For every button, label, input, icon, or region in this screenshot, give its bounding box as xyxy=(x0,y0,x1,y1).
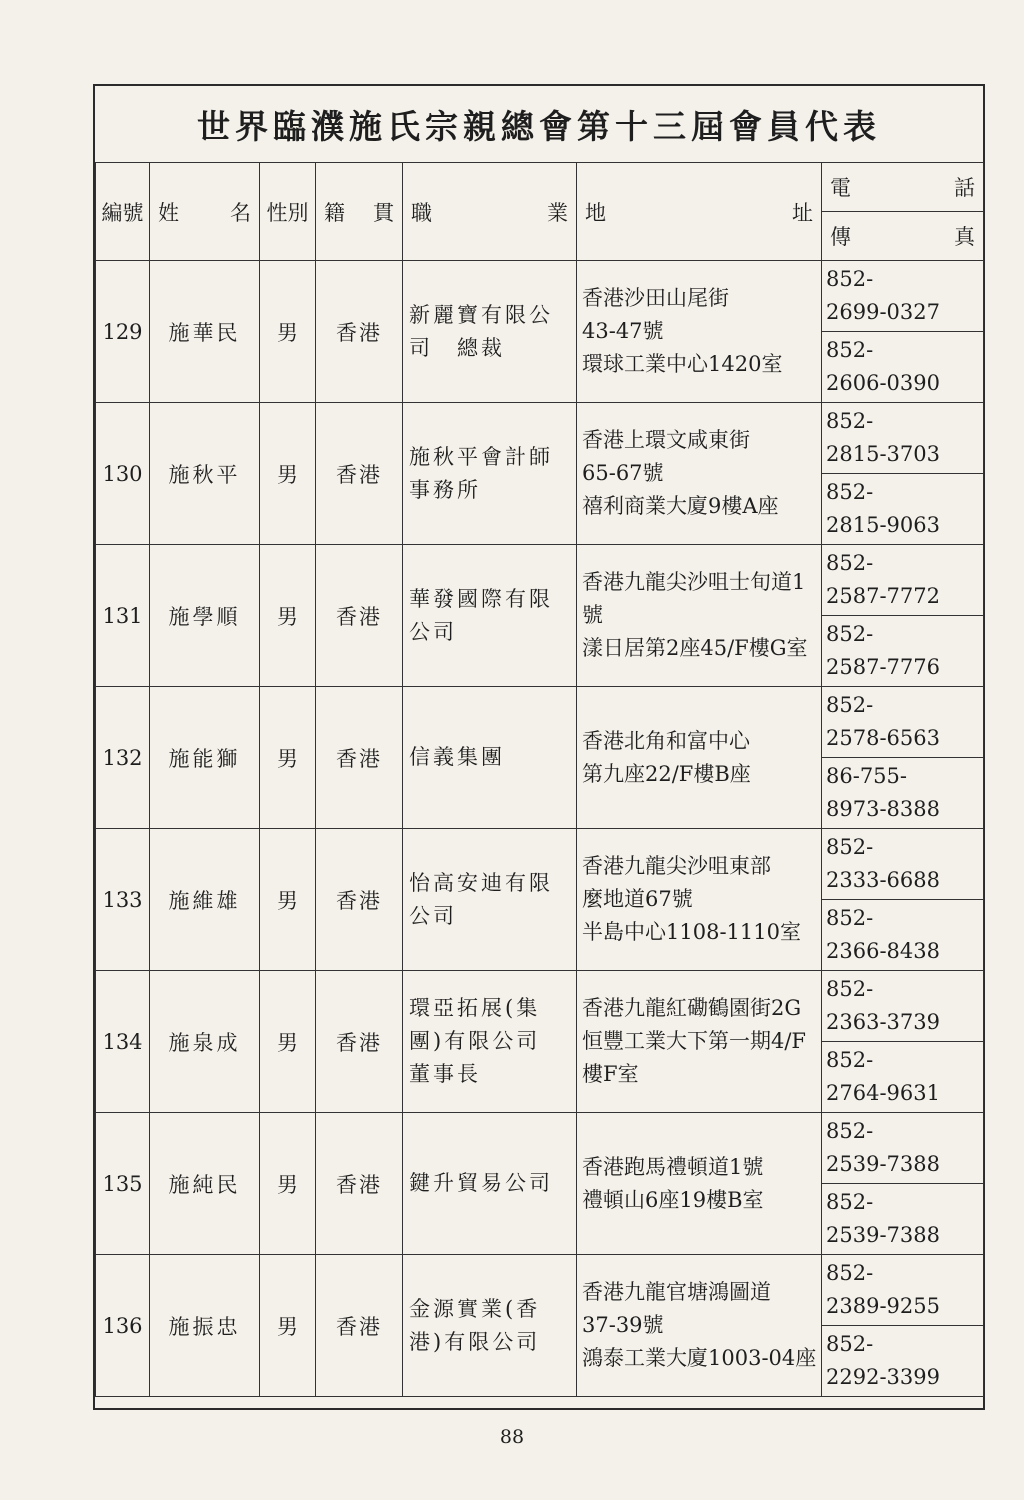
member-address: 香港沙田山尾街 43-47號 環球工業中心1420室 xyxy=(577,261,822,403)
row-number: 134 xyxy=(96,971,150,1113)
member-name: 施能獅 xyxy=(150,687,260,829)
member-address: 香港北角和富中心 第九座22/F樓B座 xyxy=(577,687,822,829)
header-job: 職 業 xyxy=(403,163,577,261)
member-phone: 852- 2333-6688 xyxy=(822,829,984,900)
member-phone: 852- 2699-0327 xyxy=(822,261,984,332)
table-row xyxy=(96,971,984,1042)
header-sex: 性別 xyxy=(260,163,316,261)
member-fax: 852- 2587-7776 xyxy=(822,616,984,687)
member-table-frame xyxy=(93,84,985,1410)
member-phone: 852- 2587-7772 xyxy=(822,545,984,616)
member-native-place: 香港 xyxy=(316,971,403,1113)
member-occupation: 鍵升貿易公司 xyxy=(403,1113,577,1255)
table-row xyxy=(96,403,984,474)
row-number: 131 xyxy=(96,545,150,687)
table-row xyxy=(96,1113,984,1184)
member-fax: 852- 2606-0390 xyxy=(822,332,984,403)
header-address: 地 址 xyxy=(577,163,822,261)
table-row xyxy=(96,829,984,900)
member-fax: 852- 2815-9063 xyxy=(822,474,984,545)
member-sex: 男 xyxy=(260,971,316,1113)
member-fax: 852- 2292-3399 xyxy=(822,1326,984,1397)
member-phone: 852- 2539-7388 xyxy=(822,1113,984,1184)
member-address: 香港九龍官塘鴻圖道 37-39號 鴻泰工業大廈1003-04座 xyxy=(577,1255,822,1397)
member-fax: 852- 2366-8438 xyxy=(822,900,984,971)
row-number: 132 xyxy=(96,687,150,829)
row-number: 135 xyxy=(96,1113,150,1255)
member-occupation: 信義集團 xyxy=(403,687,577,829)
row-number: 129 xyxy=(96,261,150,403)
member-sex: 男 xyxy=(260,687,316,829)
member-address: 香港上環文咸東街 65-67號 禧利商業大廈9樓A座 xyxy=(577,403,822,545)
member-name: 施振忠 xyxy=(150,1255,260,1397)
table-row xyxy=(96,687,984,758)
member-address: 香港跑馬禮頓道1號 禮頓山6座19樓B室 xyxy=(577,1113,822,1255)
member-occupation: 新麗寶有限公司 總裁 xyxy=(403,261,577,403)
member-fax: 852- 2764-9631 xyxy=(822,1042,984,1113)
member-occupation: 華發國際有限公司 xyxy=(403,545,577,687)
member-occupation: 施秋平會計師事務所 xyxy=(403,403,577,545)
member-sex: 男 xyxy=(260,261,316,403)
row-number: 133 xyxy=(96,829,150,971)
member-name: 施華民 xyxy=(150,261,260,403)
table-row xyxy=(96,1255,984,1326)
member-name: 施秋平 xyxy=(150,403,260,545)
member-fax: 852- 2539-7388 xyxy=(822,1184,984,1255)
row-number: 136 xyxy=(96,1255,150,1397)
member-phone: 852- 2815-3703 xyxy=(822,403,984,474)
member-phone: 852- 2363-3739 xyxy=(822,971,984,1042)
header-tel: 電 話 xyxy=(822,163,984,212)
member-occupation: 怡高安迪有限公司 xyxy=(403,829,577,971)
member-native-place: 香港 xyxy=(316,261,403,403)
table-row xyxy=(96,261,984,332)
header-name: 姓 名 xyxy=(150,163,260,261)
member-sex: 男 xyxy=(260,403,316,545)
member-native-place: 香港 xyxy=(316,687,403,829)
member-table xyxy=(95,162,984,1397)
member-occupation: 金源實業(香港)有限公司 xyxy=(403,1255,577,1397)
member-phone: 852- 2389-9255 xyxy=(822,1255,984,1326)
header-no: 編號 xyxy=(96,163,150,261)
header-fax: 傳 真 xyxy=(822,212,984,261)
member-occupation: 環亞拓展(集團)有限公司 董事長 xyxy=(403,971,577,1113)
member-phone: 852- 2578-6563 xyxy=(822,687,984,758)
member-sex: 男 xyxy=(260,1113,316,1255)
page-title: 世界臨濮施氏宗親總會第十三屆會員代表 xyxy=(95,86,983,163)
member-native-place: 香港 xyxy=(316,545,403,687)
page-number: 88 xyxy=(499,1426,525,1448)
member-native-place: 香港 xyxy=(316,1113,403,1255)
member-address: 香港九龍紅磡鶴園街2G 恒豐工業大下第一期4/F樓F室 xyxy=(577,971,822,1113)
member-fax: 86-755- 8973-8388 xyxy=(822,758,984,829)
member-native-place: 香港 xyxy=(316,829,403,971)
member-name: 施泉成 xyxy=(150,971,260,1113)
row-number: 130 xyxy=(96,403,150,545)
member-address: 香港九龍尖沙咀東部 麼地道67號 半島中心1108-1110室 xyxy=(577,829,822,971)
member-sex: 男 xyxy=(260,829,316,971)
member-native-place: 香港 xyxy=(316,1255,403,1397)
member-name: 施維雄 xyxy=(150,829,260,971)
member-address: 香港九龍尖沙咀士旬道1號 漾日居第2座45/F樓G室 xyxy=(577,545,822,687)
member-name: 施學順 xyxy=(150,545,260,687)
member-sex: 男 xyxy=(260,1255,316,1397)
header-place: 籍 貫 xyxy=(316,163,403,261)
member-native-place: 香港 xyxy=(316,403,403,545)
table-row xyxy=(96,545,984,616)
member-sex: 男 xyxy=(260,545,316,687)
member-name: 施純民 xyxy=(150,1113,260,1255)
